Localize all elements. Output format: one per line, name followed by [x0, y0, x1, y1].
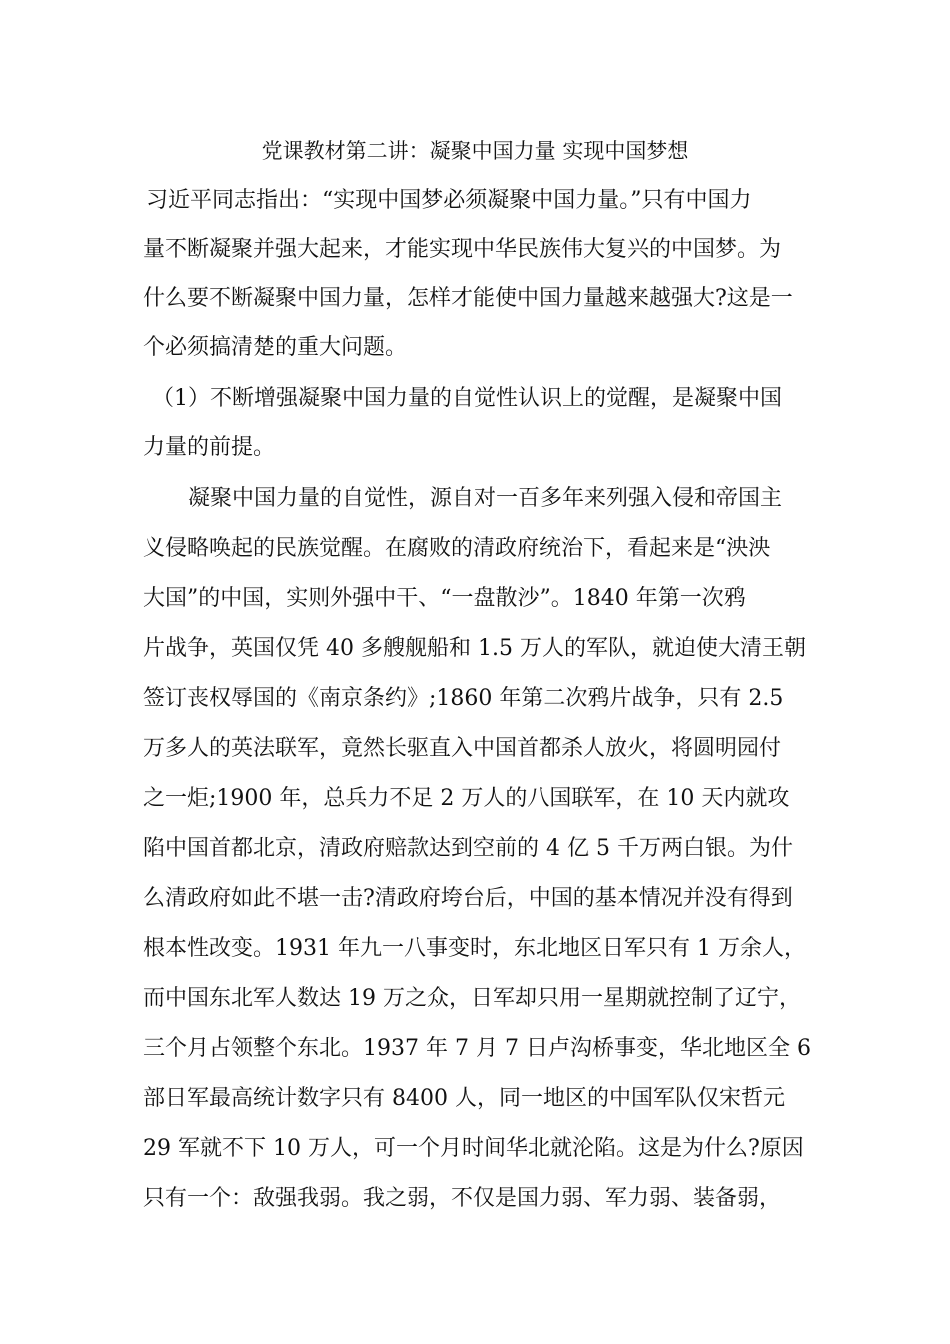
text-line: 么清政府如此不堪一击?清政府垮台后，中国的基本情况并没有得到 [143, 886, 793, 911]
text-line: 什么要不断凝聚中国力量，怎样才能使中国力量越来越强大?这是一 [143, 286, 793, 311]
text-line: 个必须搞清楚的重大问题。 [143, 335, 408, 360]
text-line: 力量的前提。 [143, 435, 276, 460]
text-line: 之一炬;1900 年，总兵力不足 2 万人的八国联军，在 10 天内就攻 [143, 786, 790, 811]
text-line: 只有一个：敌强我弱。我之弱，不仅是国力弱、军力弱、装备弱， [143, 1186, 782, 1211]
text-line: 习近平同志指出：“实现中国梦必须凝聚中国力量。”只有中国力 [146, 188, 752, 213]
text-line: （1）不断增强凝聚中国力量的自觉性认识上的觉醒，是凝聚中国 [152, 386, 782, 411]
text-line: 片战争，英国仅凭 40 多艘舰船和 1.5 万人的军队，就迫使大清王朝 [143, 636, 806, 661]
text-line: 部日军最高统计数字只有 8400 人，同一地区的中国军队仅宋哲元 [143, 1086, 785, 1111]
text-line: 而中国东北军人数达 19 万之众，日军却只用一星期就控制了辽宁， [143, 986, 801, 1011]
text-line: 陷中国首都北京，清政府赔款达到空前的 4 亿 5 千万两白银。为什 [143, 836, 793, 861]
text-line: 万多人的英法联军，竟然长驱直入中国首都杀人放火，将圆明园付 [143, 736, 782, 761]
text-line: 义侵略唤起的民族觉醒。在腐败的清政府统治下，看起来是“泱泱 [143, 536, 771, 561]
text-line: 大国”的中国，实则外强中干、“一盘散沙”。1840 年第一次鸦 [143, 586, 746, 611]
text-line: 三个月占领整个东北。1937 年 7 月 7 日卢沟桥事变，华北地区全 6 [143, 1036, 811, 1061]
text-line: 量不断凝聚并强大起来，才能实现中华民族伟大复兴的中国梦。为 [143, 237, 782, 262]
text-line: 签订丧权辱国的《南京条约》;1860 年第二次鸦片战争，只有 2.5 [143, 686, 784, 711]
text-line: 凝聚中国力量的自觉性，源自对一百多年来列强入侵和帝国主 [188, 486, 783, 511]
text-line: 29 军就不下 10 万人，可一个月时间华北就沦陷。这是为什么?原因 [143, 1136, 804, 1161]
page-title: 党课教材第二讲：凝聚中国力量 实现中国梦想 [261, 139, 689, 163]
text-line: 根本性改变。1931 年九一八事变时，东北地区日军只有 1 万余人， [143, 936, 806, 961]
